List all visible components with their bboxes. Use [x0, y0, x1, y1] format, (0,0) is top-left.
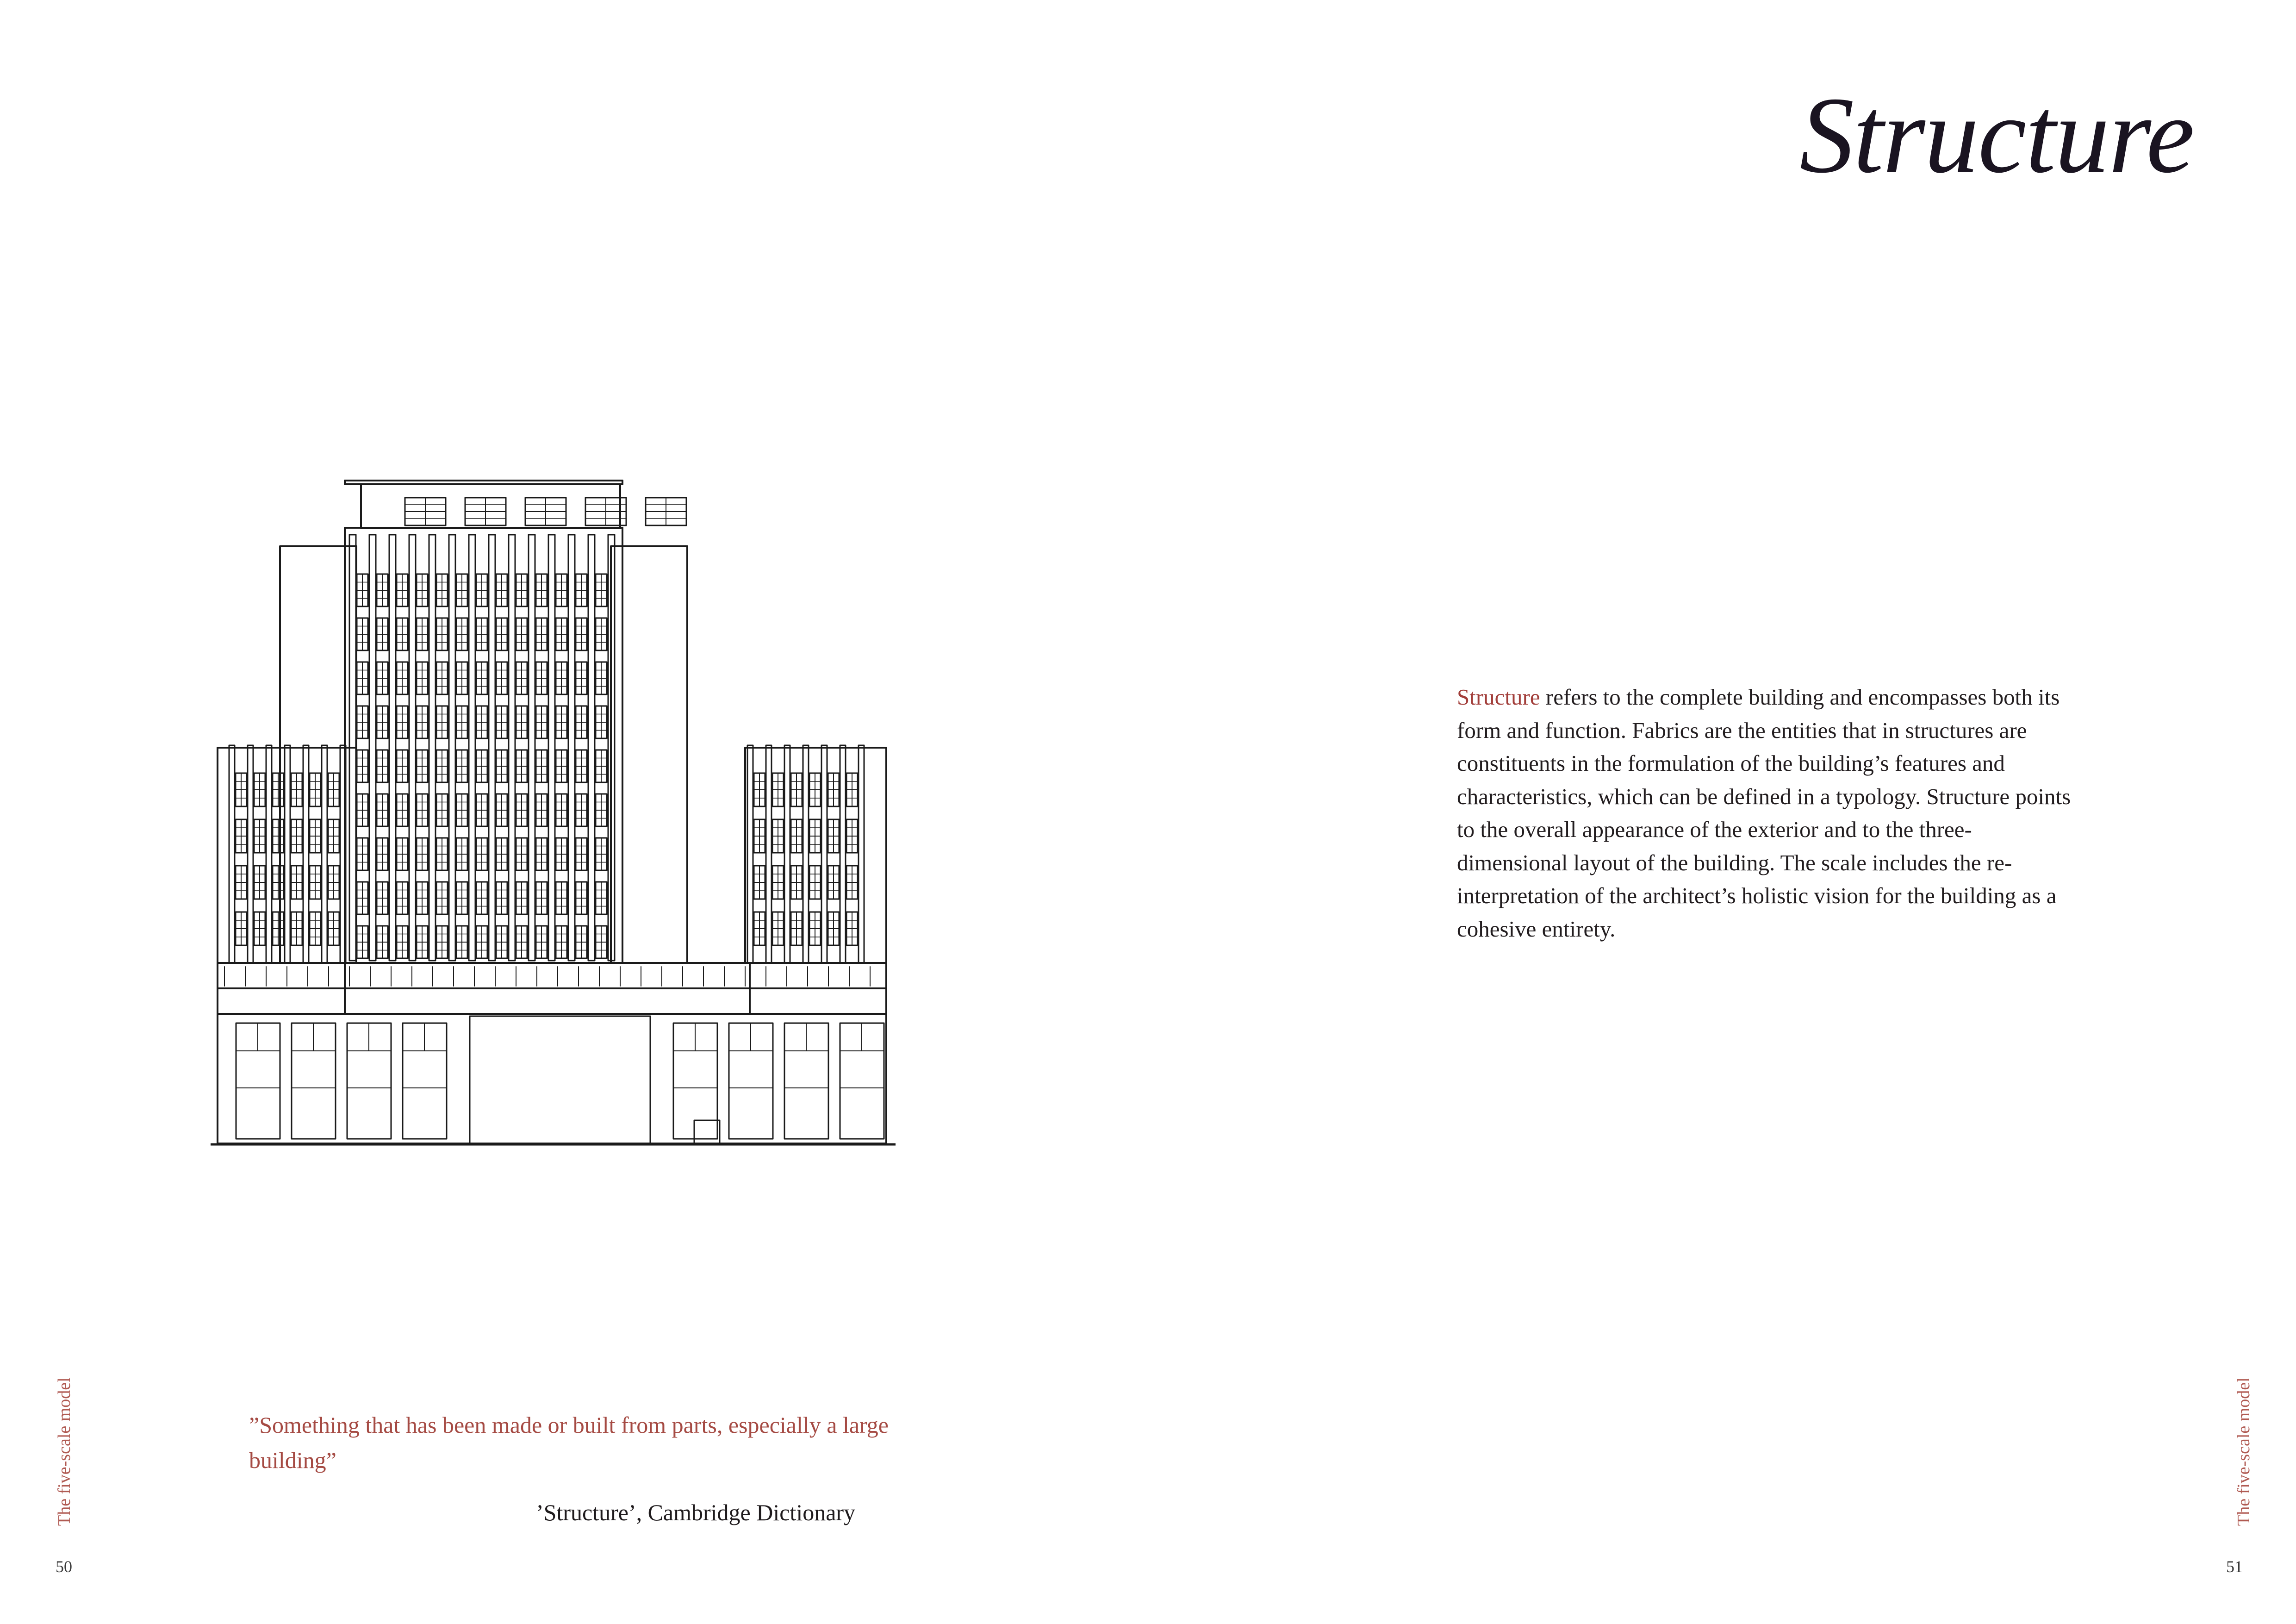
quote-attribution: ’Structure’, Cambridge Dictionary — [536, 1499, 856, 1525]
facade-line — [218, 1014, 886, 1143]
facade-line — [449, 535, 455, 961]
facade-line — [747, 745, 753, 963]
page-number-right: 51 — [2226, 1557, 2243, 1576]
running-head-right: The five-scale model — [2234, 1377, 2253, 1526]
body-text: refers to the complete building and encompasses both its form and function. Fabrics are the entities that in structures are constituents in the formulation of the building’s features and characteristics, which can be defined in a typology. Structure points to the overall appearance of the exterior and to the three-dimensional layout of the building. The scale includes the re-interpretation of the architect’s holistic vision for the building as a cohesive entirety. — [1457, 684, 2071, 942]
facade-line — [389, 535, 396, 961]
facade-line — [840, 745, 846, 963]
facade-line — [218, 748, 356, 963]
page-number-left: 50 — [56, 1557, 72, 1576]
facade-line — [409, 535, 416, 961]
facade-line — [285, 745, 290, 963]
facade-line — [218, 988, 886, 1014]
facade-line — [529, 535, 535, 961]
running-head-left: The five-scale model — [55, 1377, 74, 1526]
facade-line — [588, 535, 595, 961]
facade-line — [694, 1120, 720, 1143]
building-illustration — [211, 477, 896, 1153]
facade-line — [470, 1016, 650, 1143]
facade-line — [322, 745, 327, 963]
facade-line — [248, 745, 253, 963]
facade-line — [568, 535, 575, 961]
facade-line — [266, 745, 272, 963]
facade-line — [766, 745, 772, 963]
facade-line — [369, 535, 376, 961]
facade-line — [218, 963, 886, 988]
facade-line — [509, 535, 515, 961]
dictionary-quote: ”Something that has been made or built from parts, especially a large building” — [249, 1412, 889, 1473]
facade-line — [361, 484, 620, 528]
facade-line — [803, 745, 809, 963]
facade-line — [548, 535, 555, 961]
body-paragraph — [1457, 681, 2077, 945]
facade-line — [229, 745, 235, 963]
facade-line — [859, 745, 864, 963]
facade-line — [469, 535, 475, 961]
facade-line — [429, 535, 436, 961]
highlight-term: Structure — [1457, 684, 1540, 710]
facade-line — [821, 745, 827, 963]
facade-line — [303, 745, 309, 963]
page-title: Structure — [1799, 75, 2194, 196]
facade-line — [489, 535, 495, 961]
facade-line — [784, 745, 790, 963]
